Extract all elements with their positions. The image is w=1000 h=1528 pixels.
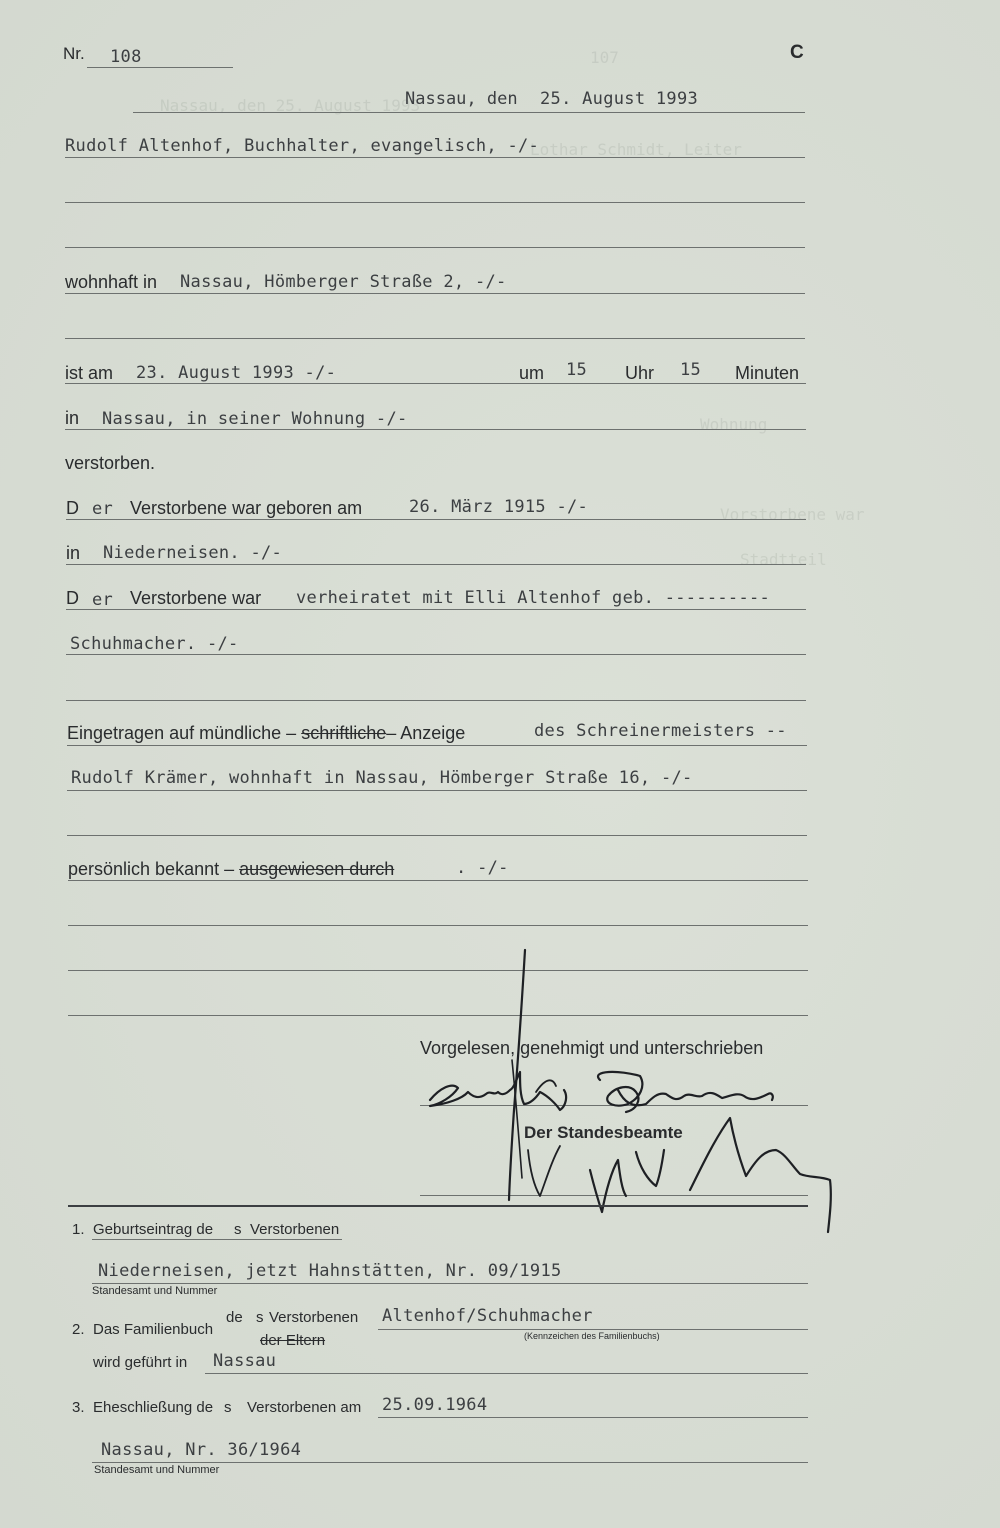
- certificate-date: 25. August 1993: [540, 89, 699, 109]
- note-3-value: Nassau, Nr. 36/1964: [101, 1440, 302, 1460]
- note-3-label-a: Eheschließung de: [93, 1399, 214, 1416]
- note-1-label-s: s: [234, 1221, 242, 1238]
- corner-letter: C: [790, 42, 804, 63]
- note-2-value: Altenhof/Schuhmacher: [382, 1306, 593, 1326]
- marriage-value-line1: verheiratet mit Elli Altenhof geb. ----------: [296, 588, 771, 608]
- verstorben-label: verstorben.: [65, 453, 156, 473]
- registration-label: Eingetragen auf mündliche – schriftliche– Anzeige: [67, 723, 466, 743]
- note-2-gefuehrt-value: Nassau: [213, 1351, 277, 1371]
- marriage-value-line2: Schuhmacher. -/-: [70, 634, 239, 654]
- note-1-caption: Standesamt und Nummer: [92, 1285, 218, 1297]
- note-2-eltern-struck: der Eltern: [260, 1332, 326, 1349]
- residence-value: Nassau, Hömberger Straße 2, -/-: [180, 272, 507, 292]
- official-title: Der Standesbeamte: [524, 1123, 683, 1142]
- birth-d-prefix: D: [66, 498, 79, 518]
- place-date-prefix: Nassau, den: [405, 89, 518, 109]
- marriage-d-prefix: D: [66, 588, 79, 608]
- identity-label-struck: ausgewiesen durch: [239, 859, 395, 879]
- birth-place-value: Niederneisen. -/-: [103, 543, 283, 563]
- closing-statement: Vorgelesen, genehmigt und unterschrieben: [420, 1038, 764, 1058]
- death-certificate-page: 107 Nassau, den 25. August 1993 Lothar Schmidt, Leiter Wohnung Vorstorbene war Stadtteil Nr. 108 C Nassau, den 25. August 1993 Rudolf Altenhof, Buchhalter, evangelisch, -/- wohnhaft in Nassau, Hömberger Straße 2, -/- ist am 23. August 1993 -/- um 15 Uhr 15 Minuten in Nassau, in seiner Wohnung -/- verstorben. D er Verstorbene war geboren am 26. März 1915 -/- in Niederneisen. -/- D er Verstorbene war verheiratet mit Elli Altenhof geb. ---------- Schuhmacher. -/- Eingetragen auf mündliche – schriftliche– Anzeige des Schreinermeisters -- Rudolf Krämer, wohnhaft in Nassau, Hömberger Straße 16, -/- persönlich bekannt – ausgewiesen durch . -/- Vorgelesen, genehmigt und unterschrieben Der Standesbeamte 1. Geburtseintrag de s Verstorbenen Niederneisen, jetzt Hahnstätten, Nr. 09/1915 Standesamt und Nummer 2. Das Familienbuch de s Verstorbenen der Eltern Altenhof/Schuhmacher (Kennzeichen des Familienbuchs) wird geführt in Nassau 3. Eheschließung de s Verstorbenen am 25.09.1964 Nassau, Nr. 36/1964 Standesamt und Nummer: [0, 0, 1000, 1528]
- person-name-line: Rudolf Altenhof, Buchhalter, evangelisch, -/-: [65, 136, 540, 156]
- note-2-caption: (Kennzeichen des Familienbuchs): [524, 1331, 660, 1341]
- nr-label: Nr.: [63, 44, 85, 63]
- uhr-label: Uhr: [625, 363, 655, 383]
- note-3-number: 3.: [72, 1399, 85, 1416]
- register-number: 108: [110, 47, 142, 67]
- registration-label-struck: schriftliche: [301, 723, 387, 743]
- death-date-label: ist am: [65, 363, 114, 383]
- note-2-s: s: [256, 1309, 264, 1326]
- note-2-label: Das Familienbuch: [93, 1321, 214, 1338]
- birth-label: Verstorbene war geboren am: [130, 498, 363, 518]
- identity-value: . -/-: [456, 858, 509, 878]
- death-hour: 15: [566, 360, 588, 380]
- note-2-de: de: [226, 1309, 243, 1326]
- note-2-gefuehrt-label: wird geführt in: [93, 1354, 188, 1371]
- note-2-verstorbenen: Verstorbenen: [269, 1309, 359, 1326]
- residence-label: wohnhaft in: [65, 272, 158, 292]
- marriage-label: Verstorbene war: [130, 588, 262, 608]
- birth-place-label: in: [66, 543, 81, 563]
- death-date-value: 23. August 1993 -/-: [136, 363, 337, 383]
- identity-label-start: persönlich bekannt –: [68, 859, 235, 879]
- note-3-caption: Standesamt und Nummer: [94, 1464, 220, 1476]
- death-place-label: in: [65, 408, 80, 428]
- registration-label-start: Eingetragen auf mündliche –: [67, 723, 297, 743]
- death-minute: 15: [680, 360, 702, 380]
- birth-d-suffix: er: [92, 499, 114, 519]
- registration-value-line2: Rudolf Krämer, wohnhaft in Nassau, Hömberger Straße 16, -/-: [71, 768, 693, 788]
- birth-date-value: 26. März 1915 -/-: [409, 497, 589, 517]
- minuten-label: Minuten: [735, 363, 800, 383]
- note-2-number: 2.: [72, 1321, 85, 1338]
- note-1-value: Niederneisen, jetzt Hahnstätten, Nr. 09/1915: [98, 1261, 562, 1281]
- note-1-label-b: Verstorbenen: [250, 1221, 340, 1238]
- note-3-date: 25.09.1964: [382, 1395, 488, 1415]
- death-place-value: Nassau, in seiner Wohnung -/-: [102, 409, 408, 429]
- registration-label-end: Anzeige: [400, 723, 466, 743]
- note-3-label-s: s: [224, 1399, 232, 1416]
- note-1-number: 1.: [72, 1221, 85, 1238]
- registration-value-line1: des Schreinermeisters --: [534, 721, 787, 741]
- note-1-label-a: Geburtseintrag de: [93, 1221, 214, 1238]
- note-3-label-b: Verstorbenen am: [247, 1399, 362, 1416]
- marriage-d-suffix: er: [92, 590, 114, 610]
- um-label: um: [519, 363, 545, 383]
